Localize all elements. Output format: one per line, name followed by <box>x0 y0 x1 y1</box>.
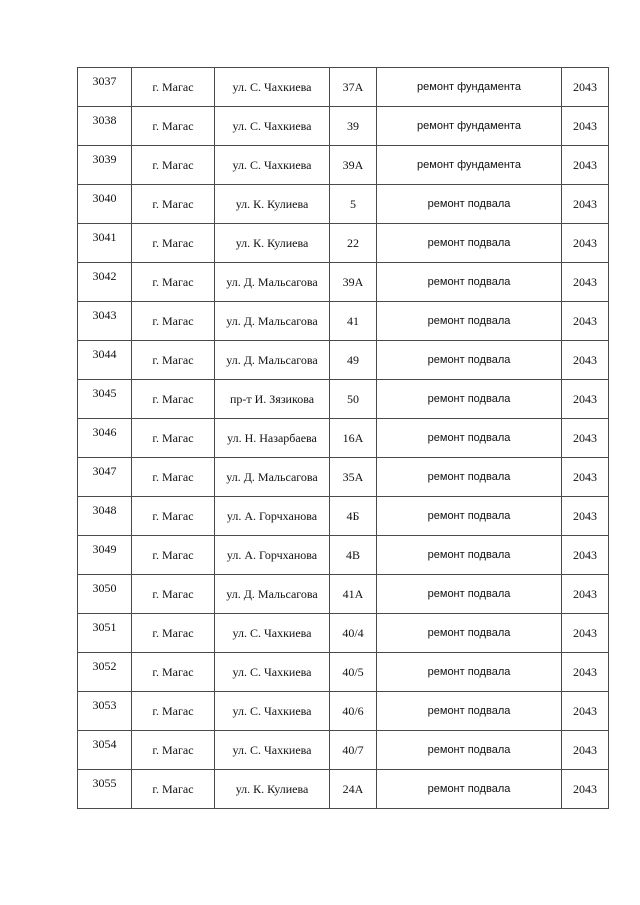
table-row <box>78 68 609 107</box>
city-cell: г. Магас <box>132 341 215 380</box>
house-cell: 35А <box>330 458 377 497</box>
row-number-cell: 3039 <box>78 146 132 185</box>
city-cell: г. Магас <box>132 653 215 692</box>
year-cell: 2043 <box>562 68 609 107</box>
city-cell: г. Магас <box>132 68 215 107</box>
work-type-cell: ремонт подвала <box>377 419 562 458</box>
row-number-cell: 3040 <box>78 185 132 224</box>
street-cell: ул. К. Кулиева <box>215 185 330 224</box>
house-cell: 4Б <box>330 497 377 536</box>
year-cell: 2043 <box>562 419 609 458</box>
row-number-cell: 3038 <box>78 107 132 146</box>
city-cell: г. Магас <box>132 107 215 146</box>
table-row <box>78 302 609 341</box>
year-cell: 2043 <box>562 653 609 692</box>
city-cell: г. Магас <box>132 185 215 224</box>
street-cell: ул. С. Чахкиева <box>215 653 330 692</box>
city-cell: г. Магас <box>132 731 215 770</box>
work-type-cell: ремонт подвала <box>377 692 562 731</box>
table-row <box>78 536 609 575</box>
work-type-cell: ремонт подвала <box>377 341 562 380</box>
street-cell: пр-т И. Зязикова <box>215 380 330 419</box>
house-cell: 39 <box>330 107 377 146</box>
row-number-cell: 3045 <box>78 380 132 419</box>
table-row <box>78 497 609 536</box>
street-cell: ул. Д. Мальсагова <box>215 263 330 302</box>
house-cell: 49 <box>330 341 377 380</box>
row-number-cell: 3047 <box>78 458 132 497</box>
street-cell: ул. Д. Мальсагова <box>215 575 330 614</box>
year-cell: 2043 <box>562 107 609 146</box>
row-number-cell: 3041 <box>78 224 132 263</box>
row-number-cell: 3049 <box>78 536 132 575</box>
work-type-cell: ремонт подвала <box>377 458 562 497</box>
year-cell: 2043 <box>562 224 609 263</box>
city-cell: г. Магас <box>132 380 215 419</box>
year-cell: 2043 <box>562 731 609 770</box>
row-number-cell: 3043 <box>78 302 132 341</box>
street-cell: ул. Д. Мальсагова <box>215 458 330 497</box>
work-type-cell: ремонт подвала <box>377 614 562 653</box>
year-cell: 2043 <box>562 692 609 731</box>
city-cell: г. Магас <box>132 458 215 497</box>
street-cell: ул. К. Кулиева <box>215 224 330 263</box>
work-type-cell: ремонт подвала <box>377 653 562 692</box>
row-number-cell: 3050 <box>78 575 132 614</box>
city-cell: г. Магас <box>132 770 215 809</box>
year-cell: 2043 <box>562 536 609 575</box>
house-cell: 16А <box>330 419 377 458</box>
city-cell: г. Магас <box>132 224 215 263</box>
table-row <box>78 458 609 497</box>
table-row <box>78 341 609 380</box>
house-cell: 41А <box>330 575 377 614</box>
work-type-cell: ремонт подвала <box>377 380 562 419</box>
table-row <box>78 692 609 731</box>
row-number-cell: 3044 <box>78 341 132 380</box>
street-cell: ул. С. Чахкиева <box>215 107 330 146</box>
work-type-cell: ремонт фундамента <box>377 146 562 185</box>
year-cell: 2043 <box>562 614 609 653</box>
table-row <box>78 575 609 614</box>
row-number-cell: 3054 <box>78 731 132 770</box>
year-cell: 2043 <box>562 458 609 497</box>
table-row <box>78 419 609 458</box>
city-cell: г. Магас <box>132 536 215 575</box>
street-cell: ул. А. Горчханова <box>215 536 330 575</box>
table-row <box>78 107 609 146</box>
street-cell: ул. С. Чахкиева <box>215 146 330 185</box>
street-cell: ул. С. Чахкиева <box>215 68 330 107</box>
city-cell: г. Магас <box>132 302 215 341</box>
work-type-cell: ремонт подвала <box>377 731 562 770</box>
city-cell: г. Магас <box>132 614 215 653</box>
house-cell: 40/7 <box>330 731 377 770</box>
table-body <box>78 68 609 809</box>
city-cell: г. Магас <box>132 419 215 458</box>
work-type-cell: ремонт фундамента <box>377 68 562 107</box>
year-cell: 2043 <box>562 575 609 614</box>
table-row <box>78 731 609 770</box>
work-type-cell: ремонт подвала <box>377 575 562 614</box>
street-cell: ул. А. Горчханова <box>215 497 330 536</box>
table-row <box>78 653 609 692</box>
street-cell: ул. К. Кулиева <box>215 770 330 809</box>
table-row <box>78 224 609 263</box>
work-type-cell: ремонт фундамента <box>377 107 562 146</box>
row-number-cell: 3048 <box>78 497 132 536</box>
year-cell: 2043 <box>562 185 609 224</box>
house-cell: 24А <box>330 770 377 809</box>
house-cell: 50 <box>330 380 377 419</box>
house-cell: 41 <box>330 302 377 341</box>
table-row <box>78 185 609 224</box>
table-row <box>78 614 609 653</box>
street-cell: ул. С. Чахкиева <box>215 692 330 731</box>
work-type-cell: ремонт подвала <box>377 302 562 341</box>
work-type-cell: ремонт подвала <box>377 263 562 302</box>
table-row <box>78 770 609 809</box>
house-cell: 40/4 <box>330 614 377 653</box>
row-number-cell: 3053 <box>78 692 132 731</box>
year-cell: 2043 <box>562 380 609 419</box>
work-type-cell: ремонт подвала <box>377 497 562 536</box>
work-type-cell: ремонт подвала <box>377 536 562 575</box>
table-row <box>78 146 609 185</box>
row-number-cell: 3046 <box>78 419 132 458</box>
year-cell: 2043 <box>562 263 609 302</box>
street-cell: ул. С. Чахкиева <box>215 731 330 770</box>
year-cell: 2043 <box>562 341 609 380</box>
work-type-cell: ремонт подвала <box>377 224 562 263</box>
house-cell: 40/5 <box>330 653 377 692</box>
house-cell: 22 <box>330 224 377 263</box>
row-number-cell: 3055 <box>78 770 132 809</box>
row-number-cell: 3051 <box>78 614 132 653</box>
house-cell: 39А <box>330 263 377 302</box>
year-cell: 2043 <box>562 146 609 185</box>
city-cell: г. Магас <box>132 692 215 731</box>
table-row <box>78 263 609 302</box>
house-cell: 39А <box>330 146 377 185</box>
row-number-cell: 3037 <box>78 68 132 107</box>
row-number-cell: 3052 <box>78 653 132 692</box>
city-cell: г. Магас <box>132 146 215 185</box>
table-row <box>78 380 609 419</box>
street-cell: ул. Н. Назарбаева <box>215 419 330 458</box>
year-cell: 2043 <box>562 497 609 536</box>
work-type-cell: ремонт подвала <box>377 185 562 224</box>
street-cell: ул. Д. Мальсагова <box>215 341 330 380</box>
year-cell: 2043 <box>562 770 609 809</box>
house-cell: 37А <box>330 68 377 107</box>
year-cell: 2043 <box>562 302 609 341</box>
city-cell: г. Магас <box>132 263 215 302</box>
repair-registry-table <box>77 67 609 809</box>
work-type-cell: ремонт подвала <box>377 770 562 809</box>
row-number-cell: 3042 <box>78 263 132 302</box>
city-cell: г. Магас <box>132 575 215 614</box>
street-cell: ул. Д. Мальсагова <box>215 302 330 341</box>
street-cell: ул. С. Чахкиева <box>215 614 330 653</box>
house-cell: 5 <box>330 185 377 224</box>
house-cell: 4В <box>330 536 377 575</box>
house-cell: 40/6 <box>330 692 377 731</box>
city-cell: г. Магас <box>132 497 215 536</box>
